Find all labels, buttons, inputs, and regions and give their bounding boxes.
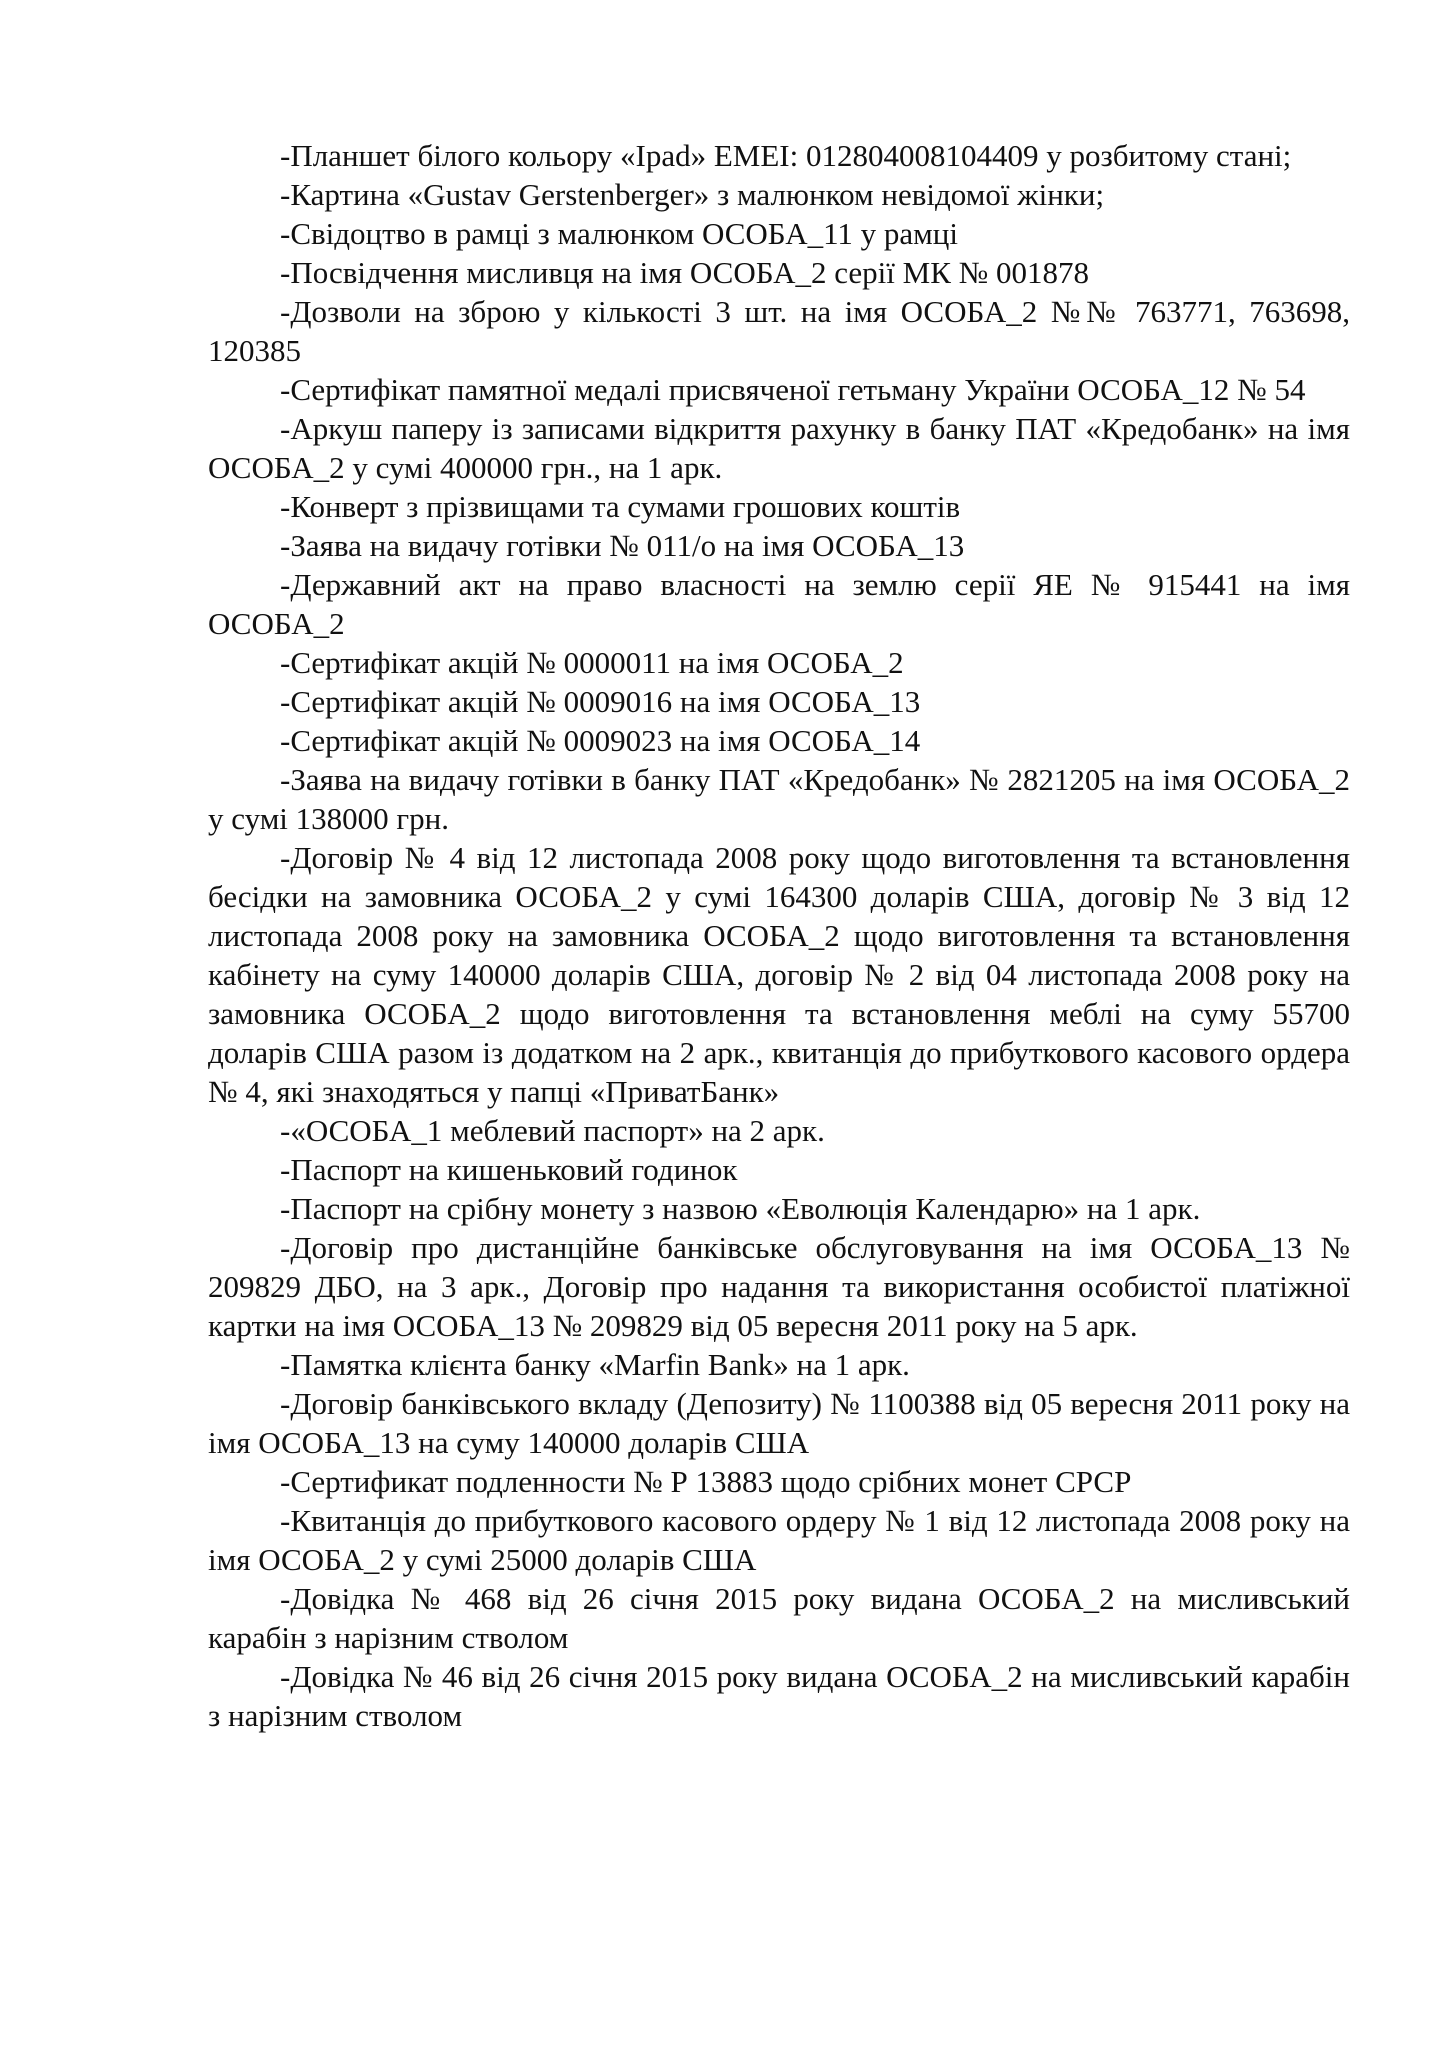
list-item: -Договір банківського вкладу (Депозиту) № 1100388 від 05 вересня 2011 року на імя ОСОБА_13 на суму 140000 доларів США <box>208 1386 1350 1460</box>
list-item: -Державний акт на право власності на землю серії ЯЕ № 915441 на імя ОСОБА_2 <box>208 567 1350 641</box>
list-item: -Сертификат подленности № Р 13883 щодо срібних монет СРСР <box>280 1464 1132 1499</box>
list-item: -Дозволи на зброю у кількості 3 шт. на імя ОСОБА_2 №№ 763771, 763698, 120385 <box>208 294 1350 368</box>
list-item: -Сертифікат акцій № 0000011 на імя ОСОБА_2 <box>280 645 904 680</box>
list-item: -Картина «Gustav Gerstenberger» з малюнком невідомої жінки; <box>280 177 1105 212</box>
list-item: -Аркуш паперу із записами відкриття рахунку в банку ПАТ «Кредобанк» на імя ОСОБА_2 у сумі 400000 грн., на 1 арк. <box>208 411 1350 485</box>
list-item: -Сертифікат памятної медалі присвяченої гетьману України ОСОБА_12 № 54 <box>280 372 1306 407</box>
list-item: -Договір про дистанційне банківське обслуговування на імя ОСОБА_13 № 209829 ДБО, на 3 арк., Договір про надання та використання особистої платіжної картки на імя ОСОБА_13 № 209829 від 05 вересня 2011 року на 5 арк. <box>208 1230 1350 1343</box>
list-item: -Довідка № 46 від 26 січня 2015 року видана ОСОБА_2 на мисливський карабін з нарізним стволом <box>208 1659 1350 1733</box>
list-item: -Довідка № 468 від 26 січня 2015 року видана ОСОБА_2 на мисливський карабін з нарізним стволом <box>208 1581 1350 1655</box>
list-item: -Свідоцтво в рамці з малюнком ОСОБА_11 у рамці <box>280 216 959 251</box>
list-item: -Договір № 4 від 12 листопада 2008 року щодо виготовлення та встановлення бесідки на замовника ОСОБА_2 у сумі 164300 доларів США, договір № 3 від 12 листопада 2008 року на замовника ОСОБА_2 щодо виготовлення та встановлення кабінету на суму 140000 доларів США, договір № 2 від 04 листопада 2008 року на замовника ОСОБА_2 щодо виготовлення та встановлення меблі на суму 55700 доларів США разом із додатком на 2 арк., квитанція до прибуткового касового ордера № 4, які знаходяться у папці «ПриватБанк» <box>208 840 1350 1109</box>
list-item: -Сертифікат акцій № 0009016 на імя ОСОБА_13 <box>280 684 921 719</box>
list-item: -Паспорт на срібну монету з назвою «Еволюція Календарю» на 1 арк. <box>280 1191 1201 1226</box>
list-item: -Посвідчення мисливця на імя ОСОБА_2 серії МК № 001878 <box>280 255 1089 290</box>
list-item: -«ОСОБА_1 меблевий паспорт» на 2 арк. <box>280 1113 825 1148</box>
list-item: -Конверт з прізвищами та сумами грошових коштів <box>280 489 961 524</box>
list-item: -Заява на видачу готівки в банку ПАТ «Кредобанк» № 2821205 на імя ОСОБА_2 у сумі 138000 грн. <box>208 762 1350 836</box>
list-item: -Паспорт на кишеньковий годинок <box>280 1152 738 1187</box>
document-page <box>208 136 1350 1735</box>
list-item: -Планшет білого кольору «Ipad» ЕМЕІ: 012804008104409 у розбитому стані; <box>280 138 1292 173</box>
list-item: -Памятка клієнта банку «Marfin Bank» на 1 арк. <box>280 1347 910 1382</box>
list-item: -Сертифікат акцій № 0009023 на імя ОСОБА_14 <box>280 723 921 758</box>
list-item: -Заява на видачу готівки № 011/о на імя ОСОБА_13 <box>280 528 965 563</box>
list-item: -Квитанція до прибуткового касового ордеру № 1 від 12 листопада 2008 року на імя ОСОБА_2 у сумі 25000 доларів США <box>208 1503 1350 1577</box>
